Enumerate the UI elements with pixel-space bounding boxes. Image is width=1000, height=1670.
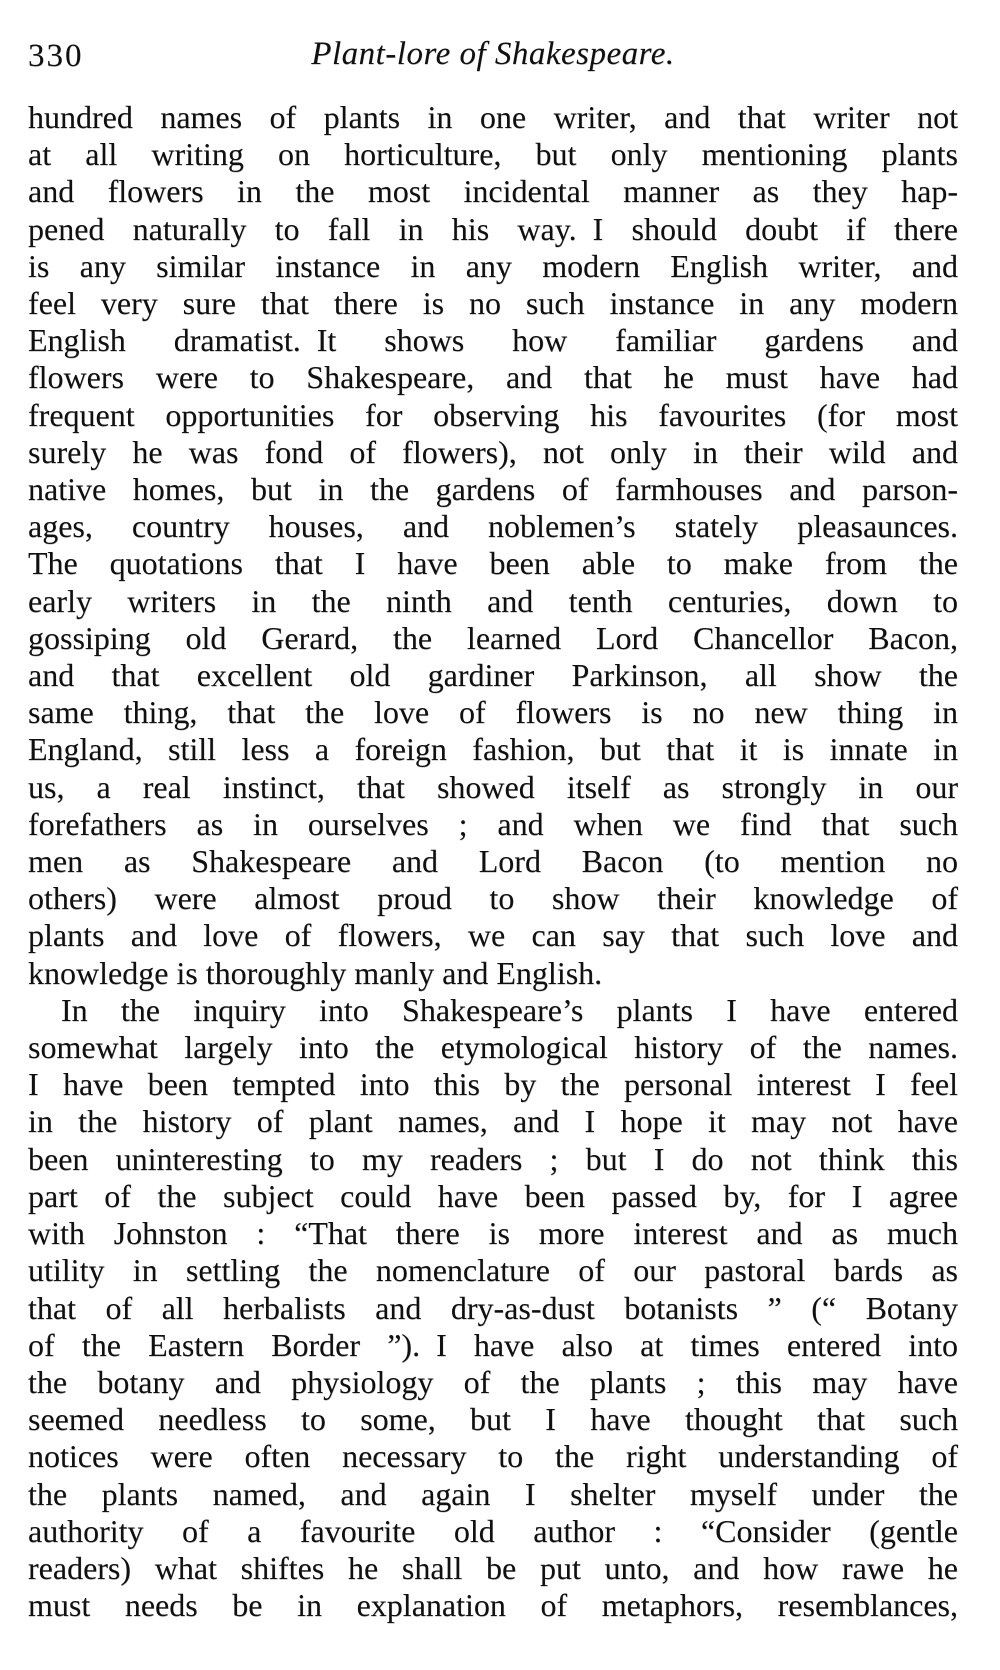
text-line: part of the subject could have been passed by, for I agree [28,1177,958,1214]
text-line: others) were almost proud to show their knowledge of [28,880,958,917]
text-line: flowers were to Shakespeare, and that he must have had [28,359,958,396]
text-line: English dramatist. It shows how familiar gardens and [28,322,958,359]
text-line: plants and love of flowers, we can say that such love and [28,917,958,954]
text-line: and flowers in the most incidental manner as they hap- [28,173,958,210]
text-line: utility in settling the nomenclature of our pastoral bards as [28,1252,958,1289]
text-line: England, still less a foreign fashion, but that it is innate in [28,731,958,768]
text-line: the botany and physiology of the plants ; this may have [28,1363,958,1400]
page-number: 330 [28,38,84,74]
text-line: men as Shakespeare and Lord Bacon (to mention no [28,843,958,880]
text-line: us, a real instinct, that showed itself as strongly in our [28,768,958,805]
text-line: must needs be in explanation of metaphors, resemblances, [28,1587,958,1624]
text-line: The quotations that I have been able to make from the [28,545,958,582]
text-line: at all writing on horticulture, but only mentioning plants [28,136,958,173]
text-line: same thing, that the love of flowers is no new thing in [28,694,958,731]
text-line: readers) what shiftes he shall be put unto, and how rawe he [28,1549,958,1586]
text-line: In the inquiry into Shakespeare’s plants I have entered [61,991,958,1028]
text-line: forefathers as in ourselves ; and when we find that such [28,805,958,842]
page-header [28,36,958,80]
text-line: I have been tempted into this by the personal interest I feel [28,1066,958,1103]
text-line: in the history of plant names, and I hope it may not have [28,1103,958,1140]
text-line: ages, country houses, and noblemen’s stately pleasaunces. [28,508,958,545]
text-line: and that excellent old gardiner Parkinson, all show the [28,657,958,694]
text-line: notices were often necessary to the right understanding of [28,1438,958,1475]
text-line: been uninteresting to my readers ; but I do not think this [28,1140,958,1177]
text-line: the plants named, and again I shelter myself under the [28,1475,958,1512]
text-line: frequent opportunities for observing his favourites (for most [28,396,958,433]
text-line: that of all herbalists and dry-as-dust botanists ” (“ Botany [28,1289,958,1326]
text-line: surely he was fond of flowers), not only in their wild and [28,433,958,470]
text-line: of the Eastern Border ”). I have also at times entered into [28,1326,958,1363]
text-line: pened naturally to fall in his way. I should doubt if there [28,210,958,247]
page-body [28,99,958,1624]
text-line: gossiping old Gerard, the learned Lord Chancellor Bacon, [28,619,958,656]
text-line: with Johnston : “That there is more interest and as much [28,1215,958,1252]
text-line: authority of a favourite old author : “Consider (gentle [28,1512,958,1549]
text-line: somewhat largely into the etymological history of the names. [28,1029,958,1066]
text-line: seemed needless to some, but I have thought that such [28,1401,958,1438]
text-line: feel very sure that there is no such instance in any modern [28,285,958,322]
text-line: is any similar instance in any modern English writer, and [28,247,958,284]
text-line: native homes, but in the gardens of farmhouses and parson- [28,471,958,508]
text-line: hundred names of plants in one writer, and that writer not [28,99,958,135]
running-title: Plant-lore of Shakespeare. [311,36,675,72]
text-line: knowledge is thoroughly manly and English. [28,954,603,991]
text-line: early writers in the ninth and tenth centuries, down to [28,582,958,619]
